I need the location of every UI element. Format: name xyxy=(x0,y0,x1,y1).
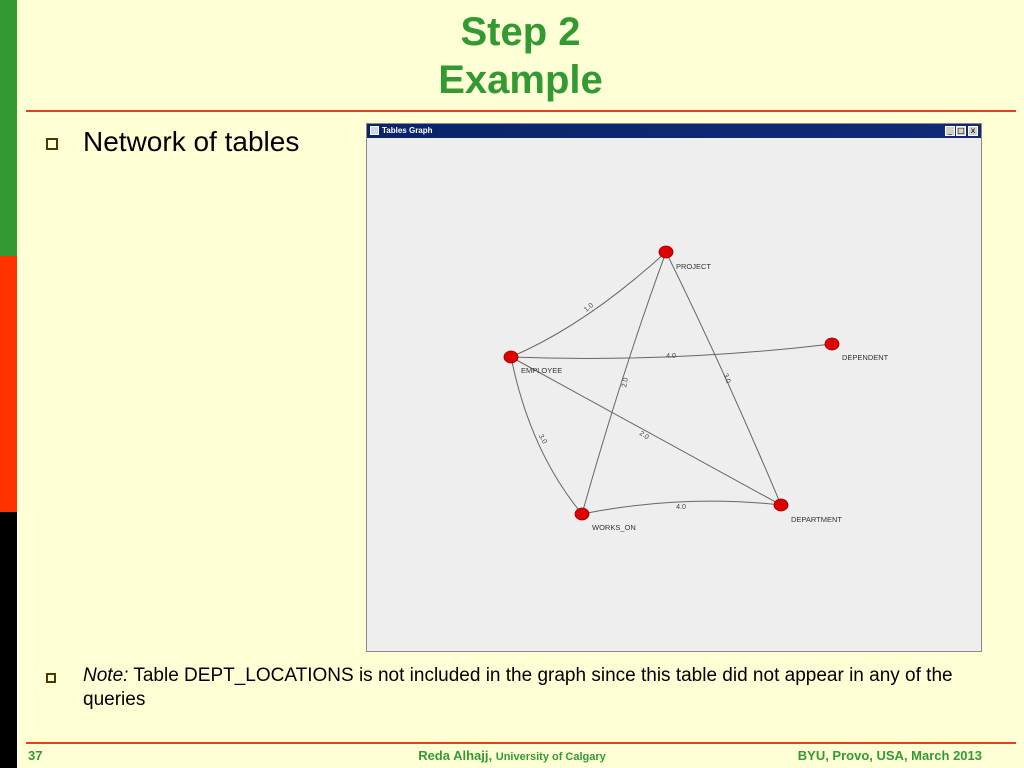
edge-weight-label: 1.0 xyxy=(583,302,596,314)
footer-divider xyxy=(26,742,1016,744)
graph-node-works_on[interactable] xyxy=(575,508,589,520)
note-bullet-icon xyxy=(46,673,56,683)
window-title: Tables Graph xyxy=(382,126,433,135)
node-label: PROJECT xyxy=(676,262,712,271)
node-label: EMPLOYEE xyxy=(521,366,563,375)
sidebar-black-segment xyxy=(0,512,17,768)
slide-title-line2: Example xyxy=(438,58,603,102)
graph-edge-employee-department xyxy=(511,357,781,505)
graph-canvas xyxy=(369,138,979,650)
author-name: Reda Alhajj, xyxy=(418,748,493,763)
slide-number: 37 xyxy=(28,748,43,763)
edge-weight-label: 4.0 xyxy=(676,504,686,511)
graph-edge-employee-works_on xyxy=(511,357,582,514)
edge-weight-label: 2.0 xyxy=(637,430,650,442)
footer-venue: BYU, Provo, USA, March 2013 xyxy=(797,748,982,763)
graph-node-department[interactable] xyxy=(774,499,788,511)
graph-node-employee[interactable] xyxy=(504,351,518,363)
slide-title-line1: Step 2 xyxy=(460,10,581,54)
sidebar-orange-segment xyxy=(0,256,17,512)
graph-node-project[interactable] xyxy=(659,246,673,258)
sidebar-green-segment xyxy=(0,0,17,256)
tables-graph-window xyxy=(366,123,982,652)
edge-weight-label: 3.0 xyxy=(721,372,732,385)
edge-weight-label: 2.0 xyxy=(621,377,630,389)
node-label: WORKS_ON xyxy=(592,523,636,532)
maximize-button[interactable]: □ xyxy=(957,126,965,135)
close-button[interactable]: x xyxy=(968,126,978,136)
node-label: DEPARTMENT xyxy=(791,515,842,524)
author-affiliation: University of Calgary xyxy=(495,751,606,763)
bullet-heading: Network of tables xyxy=(83,126,300,157)
graph-node-dependent[interactable] xyxy=(825,338,839,350)
window-app-icon xyxy=(370,126,379,135)
edge-weight-label: 3.0 xyxy=(536,433,548,446)
note-paragraph xyxy=(83,664,1003,712)
node-label: DEPENDENT xyxy=(842,353,889,362)
note-text: Table DEPT_LOCATIONS is not included in the graph since this table did not appear in any of the queries xyxy=(83,665,953,710)
note-label: Note: xyxy=(83,665,129,686)
left-color-bar xyxy=(0,0,17,768)
window-titlebar[interactable] xyxy=(367,124,981,138)
title-divider xyxy=(26,110,1016,112)
edge-weight-label: 4.0 xyxy=(666,353,676,360)
minimize-button[interactable]: _ xyxy=(945,126,955,136)
bullet-square-icon xyxy=(46,138,58,150)
